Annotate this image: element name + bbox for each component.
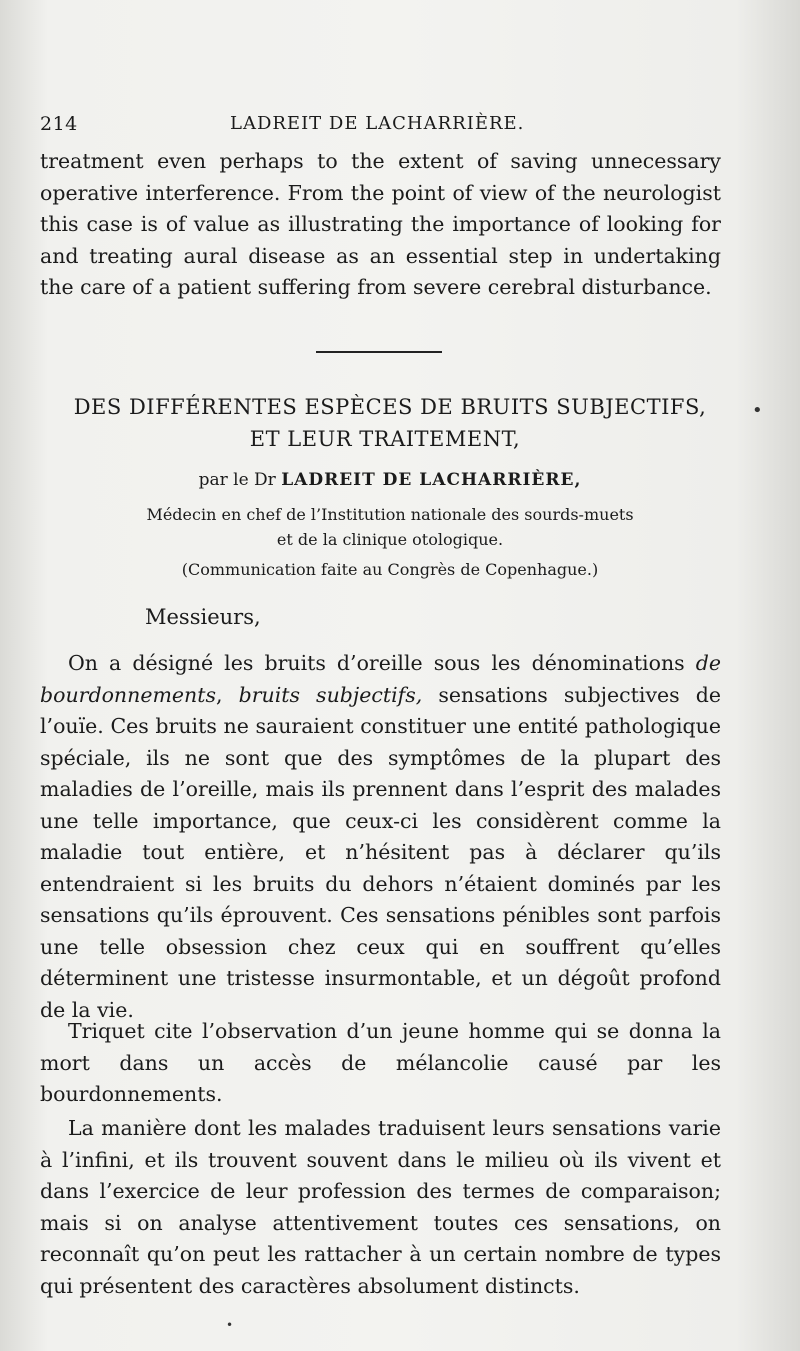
article-title-line1: DES DIFFÉRENTES ESPÈCES DE BRUITS SUBJECTIFS, [73,395,707,419]
article-title-line2: ET LEUR TRAITEMENT, [249,427,521,451]
author-name: LADREIT DE LACHARRIÈRE, [281,470,582,490]
margin-mark: • [752,400,763,421]
section-divider [316,351,442,353]
main-paragraph [40,648,721,1026]
byline-prefix: par le Dr [198,470,282,490]
footer-speck: • [226,1318,234,1332]
affiliation-line2: et de la clinique otologique. [276,530,504,549]
maniere-paragraph: La manière dont les malades traduisent leurs sensations varie à l’infini, et ils trouvent souvent dans le milieu où ils vivent et dans l’exercice de leur profession des termes de comparaison; mais si on analyse attentivement toutes ces sensations, on reconnaît qu’on peut les rattacher à un certain nombre de types qui présentent des caractères absolument distincts. [40,1116,721,1298]
main-paragraph-italic1: de bourdonnements [40,651,721,707]
salutation: Messieurs, [145,605,261,629]
byline [40,470,740,490]
main-paragraph-prefix: On a désigné les bruits d’oreille sous les dénominations [68,651,696,675]
communication-note: (Communication faite au Congrès de Copenhague.) [181,560,599,579]
page-number: 214 [40,113,78,135]
running-head: LADREIT DE LACHARRIÈRE. [230,113,525,134]
main-paragraph-italic2: bruits subjectifs, [238,682,423,707]
affiliation-line1: Médecin en chef de l’Institution nationale des sourds-muets [146,505,634,524]
page-header [40,113,740,143]
triquet-paragraph: Triquet cite l’observation d’un jeune homme qui se donna la mort dans un accès de mélancolie causé par les bourdonnements. [40,1019,721,1106]
main-paragraph-sep: , [216,682,239,707]
continued-paragraph: treatment even perhaps to the extent of saving unnecessary operative interference. From the point of view of the neurologist this case is of value as illustrating the importance of looking for and treating aural disease as an essential step in undertaking the care of a patient suffering from severe cerebral disturbance. [40,149,721,299]
main-paragraph-rest: sensations subjectives de l’ouïe. Ces bruits ne sauraient constituer une entité pathologique spéciale, ils ne sont que des symptômes de la plupart des maladies de l’oreille, mais ils prennent dans l’esprit des malades une telle importance, que ceux-ci les considèrent comme la maladie tout entière, et n’hésitent pas à déclarer qu’ils entendraient si les bruits du dehors n’étaient dominés par les sensations qu’ils éprouvent. Ces sensations pénibles sont parfois une telle obsession chez ceux qui en souffrent qu’elles déterminent une tristesse insurmontable, et un dégoût profond de la vie. [40,682,721,1022]
